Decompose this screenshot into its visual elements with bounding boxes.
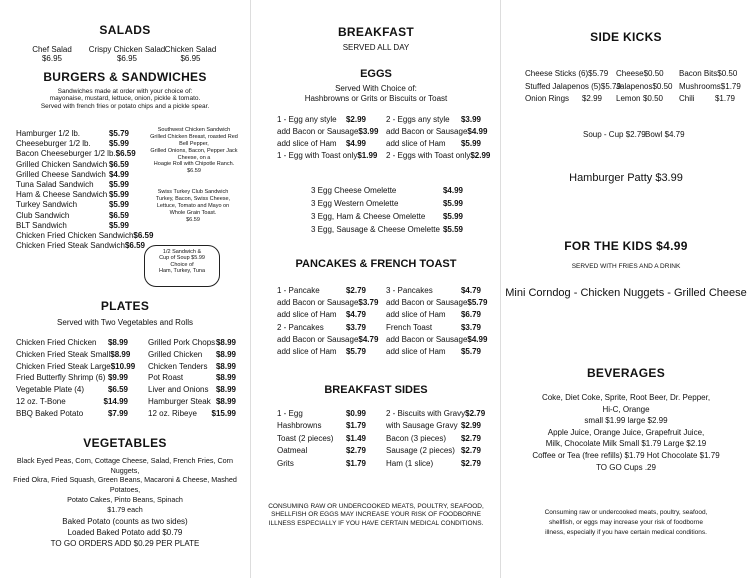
half-sandwich-box: 1/2 Sandwich & Cup of Soup $5.99 Choice of Ham, Turkey, Tuna	[144, 245, 220, 287]
menu-item-row	[277, 409, 366, 421]
item-price: $2.79	[465, 409, 486, 418]
item-price: $5.99	[442, 212, 463, 221]
item-name: Chicken Fried Steak Large	[16, 361, 111, 371]
item-price: $4.99	[442, 186, 463, 195]
menu-item-row	[16, 211, 129, 221]
soup-bowl: Bowl $4.79	[645, 130, 685, 139]
plates-title: PLATES	[100, 299, 150, 313]
menu-item-row	[16, 349, 131, 362]
item-price: $6.59	[133, 230, 154, 240]
item-price: $4.99	[108, 169, 129, 179]
menu-item-row	[16, 180, 129, 190]
item-price: $2.79	[460, 458, 481, 468]
menu-item-row	[148, 373, 236, 385]
menu-item-row	[16, 409, 128, 421]
item-price: $5.99	[108, 220, 129, 230]
item-name: Grilled Chicken	[148, 349, 203, 359]
sidekicks-col-2	[616, 69, 673, 107]
item-price: $0.50	[642, 94, 663, 103]
menu-item-row	[16, 200, 129, 210]
item-price: $2.79	[460, 433, 481, 443]
item-name: Oatmeal	[277, 446, 308, 456]
item-price: $5.59	[442, 225, 463, 234]
menu-item-row	[16, 361, 136, 374]
menu-item-row	[679, 81, 741, 95]
item-price: $5.79	[588, 69, 609, 78]
item-price: $1.79	[720, 81, 741, 91]
sidekicks-title: SIDE KICKS	[590, 30, 662, 44]
item-price: $5.79	[600, 81, 621, 91]
menu-item-row	[386, 409, 486, 421]
item-name: Grits	[277, 458, 294, 468]
menu-item-row	[679, 94, 735, 107]
eggs-title: EGGS	[360, 68, 392, 80]
menu-item-row	[616, 81, 673, 95]
item-price: $4.79	[345, 310, 366, 320]
item-name: Chicken Tenders	[148, 361, 208, 371]
item-price: $2.99	[581, 94, 602, 103]
item-name: Ham & Cheese Sandwich	[16, 190, 108, 200]
item-name: Club Sandwich	[16, 210, 70, 220]
burgers-description: Sandwiches made at order with your choice of: mayonaise, mustard, lettuce, onion, pickle & tomato. Served with french fries or potato chips and a pickle spear.	[40, 88, 210, 110]
salads-title: SALADS	[99, 23, 151, 37]
menu-item-row	[525, 81, 621, 95]
item-name: add slice of Ham	[277, 346, 337, 356]
item-price: $1.49	[345, 433, 366, 443]
item-name: with Sausage Gravy	[386, 421, 458, 431]
breakfast-sides-title: BREAKFAST SIDES	[324, 384, 428, 396]
item-price: $6.59	[108, 159, 129, 169]
item-name: Bacon Bits	[679, 69, 718, 78]
item-name: add slice of Ham	[386, 310, 446, 320]
eggs-description: Served With Choice of: Hashbrowns or Grits or Biscuits or Toast	[304, 84, 448, 104]
item-name: add slice of Ham	[386, 346, 446, 356]
item-price: $5.99	[108, 139, 129, 149]
item-name: Lemon	[616, 94, 641, 103]
menu-item-row	[16, 149, 136, 159]
item-name: Bacon Cheeseburger 1/2 lb.	[16, 149, 116, 159]
item-name: Sausage (2 pieces)	[386, 446, 455, 456]
menu-item-row	[277, 127, 379, 139]
menu-item-row	[311, 199, 463, 212]
item-name: add Bacon or Sausage	[277, 298, 359, 308]
item-name: Onion Rings	[525, 94, 570, 103]
item-price: $8.99	[215, 385, 236, 395]
kids-title: FOR THE KIDS $4.99	[564, 239, 688, 253]
item-price: $5.79	[460, 346, 481, 356]
omelette-list	[311, 186, 463, 238]
item-price: $4.79	[358, 334, 379, 344]
menu-item-row	[277, 347, 366, 359]
burger-list	[16, 129, 154, 251]
item-price: $1.79	[345, 458, 366, 468]
food-warning-small: Consuming raw or undercooked meats, poultry, seafood, shellfish, or eggs may increase your risk of foodborne illness, especially if you have certain medical conditions.	[544, 509, 708, 536]
item-name: Cheeseburger 1/2 lb.	[16, 139, 91, 149]
menu-item-row	[148, 409, 236, 421]
item-price: $5.99	[108, 200, 129, 210]
menu-item: Crispy Chicken Salad $6.95	[88, 45, 166, 64]
menu-item-row	[616, 94, 663, 107]
menu-item-row	[386, 151, 491, 163]
item-name: add slice of Ham	[277, 310, 337, 320]
menu-item-row	[616, 69, 663, 82]
item-price: $8.99	[215, 373, 236, 383]
menu-item-row	[386, 459, 481, 471]
item-name: 2 - Biscuits with Gravy	[386, 409, 466, 418]
item-price: $5.79	[467, 298, 488, 308]
menu-item-row	[16, 170, 129, 180]
item-price: $6.59	[108, 210, 129, 220]
beverages-title: BEVERAGES	[586, 366, 666, 380]
menu-item-row	[386, 334, 488, 347]
item-name: Hashbrowns	[277, 421, 322, 431]
plates-subtitle: Served with Two Vegetables and Rolls	[57, 318, 193, 327]
menu-item-row	[277, 334, 379, 347]
food-warning: CONSUMING RAW OR UNDERCOOKED MEATS, POULTRY, SEAFOOD, SHELLFISH OR EGGS MAY INCREASE YOUR RISK OF FOODBORNE ILLNESS ESPECIALLY IF YOU HAVE CERTAIN MEDICAL CONDITIONS.	[268, 503, 484, 527]
item-name: Chicken Fried Chicken Sandwich	[16, 230, 134, 240]
item-price: $5.99	[108, 190, 129, 200]
item-name: 3 Egg, Ham & Cheese Omelette	[311, 212, 426, 221]
sidekicks-col-1	[525, 69, 621, 107]
item-name: Hamburger 1/2 lb.	[16, 129, 81, 138]
item-price: $2.99	[460, 421, 481, 431]
item-price: $4.79	[460, 286, 481, 295]
item-price: $3.79	[345, 322, 366, 332]
item-price: $8.99	[215, 361, 236, 371]
item-name: 2 - Eggs any style	[386, 115, 450, 124]
item-name: Cheese Sticks (6)	[525, 69, 589, 78]
item-price: $3.99	[358, 127, 379, 136]
menu-item-row	[16, 129, 129, 139]
item-name: Liver and Onions	[148, 385, 209, 395]
pancakes-left-list	[277, 286, 379, 359]
item-name: Chicken Fried Chicken	[16, 338, 97, 347]
item-name: Jalapenos	[616, 81, 653, 91]
item-price: $4.99	[345, 139, 366, 148]
menu-item-row	[277, 446, 366, 458]
item-price: $8.99	[110, 349, 131, 359]
menu-item-row	[386, 323, 481, 335]
menu-item-row	[277, 286, 366, 298]
item-name: Grilled Chicken Sandwich	[16, 159, 108, 169]
item-name: 3 Egg Western Omelette	[311, 199, 399, 208]
item-name: add Bacon or Sausage	[277, 334, 359, 344]
menu-item-row	[525, 94, 602, 107]
item-name: 2 - Pancakes	[277, 322, 324, 332]
item-price: $3.79	[358, 298, 379, 308]
vegetables-title: VEGETABLES	[83, 436, 167, 450]
menu-item-row	[277, 434, 366, 446]
kids-subtitle: SERVED WITH FRIES AND A DRINK	[571, 263, 681, 270]
burgers-title: BURGERS & SANDWICHES	[43, 70, 207, 84]
center-panel	[250, 0, 500, 578]
menu-item: Chef Salad $6.95	[32, 45, 72, 64]
item-price: $8.99	[215, 396, 236, 406]
item-name: Tuna Salad Sandwich	[16, 179, 94, 189]
menu-item-row	[386, 446, 481, 458]
hamburger-patty: Hamburger Patty $3.99	[569, 172, 683, 184]
item-price: $3.79	[460, 322, 481, 332]
item-price: $6.59	[107, 385, 128, 395]
item-price: $2.79	[460, 446, 481, 456]
menu-item-row	[277, 115, 366, 127]
menu-item-row	[386, 127, 488, 139]
item-price: $4.99	[467, 127, 488, 136]
menu-item-row	[311, 225, 463, 238]
breakfast-sides-left-list	[277, 409, 366, 471]
item-name: BLT Sandwich	[16, 220, 67, 230]
menu-item-row	[16, 385, 128, 397]
item-price: $1.99	[357, 151, 378, 160]
item-price: $2.79	[345, 286, 366, 295]
item-price: $15.99	[211, 408, 236, 418]
item-name: Hamburger Steak	[148, 396, 211, 406]
menu-item: Chicken Salad $6.95	[164, 45, 217, 64]
breakfast-sides-right-list	[386, 409, 486, 471]
item-price: $0.50	[643, 69, 664, 78]
menu-item-row	[277, 298, 379, 310]
item-price: $10.99	[110, 361, 136, 371]
sidekicks-col-3	[679, 69, 741, 107]
item-name: Turkey Sandwich	[16, 200, 78, 210]
menu-item-row	[277, 421, 366, 433]
southwest-special: Southwest Chicken Sandwich Grilled Chicken Breast, roasted Red Bell Pepper, Grilled Onions, Bacon, Pepper Jack Cheese, on a Hoagie Roll with Chipotle Ranch. $6.59	[150, 127, 238, 175]
item-price: $0.99	[345, 409, 366, 418]
item-name: Mushrooms	[679, 81, 721, 91]
item-name: add Bacon or Sausage	[386, 334, 468, 344]
item-price: $5.79	[108, 129, 129, 138]
item-name: add slice of Ham	[277, 139, 337, 148]
item-name: Chicken Fried Steak Sandwich	[16, 241, 125, 251]
item-name: Fried Butterfly Shrimp (6)	[16, 373, 106, 383]
item-price: $3.99	[460, 115, 481, 124]
menu-item-row	[277, 139, 366, 151]
kids-items: Mini Corndog - Chicken Nuggets - Grilled Cheese	[505, 287, 747, 299]
item-name: add Bacon or Sausage	[386, 127, 468, 136]
menu-item-row	[16, 190, 129, 200]
item-name: Pot Roast	[148, 373, 184, 383]
eggs-right-list	[386, 115, 491, 163]
item-price: $2.79	[345, 446, 366, 456]
menu-item-row	[148, 350, 236, 362]
item-name: Grilled Pork Chops	[148, 338, 216, 347]
vegetables-footer: Baked Potato (counts as two sides) Loaded Baked Potato add $0.79 TO GO ORDERS ADD $0.29 PER PLATE	[50, 517, 200, 549]
item-name: 3 - Pancakes	[386, 286, 433, 295]
item-price: $6.59	[115, 149, 136, 159]
item-name: French Toast	[386, 322, 433, 332]
plates-right-list	[148, 338, 236, 421]
menu-item-row	[16, 160, 129, 170]
item-price: $2.99	[470, 151, 491, 160]
item-name: 1 - Pancake	[277, 286, 320, 295]
menu-item-row	[386, 347, 481, 359]
menu-item-row	[311, 186, 463, 199]
item-name: 2 - Eggs with Toast only	[386, 151, 471, 160]
item-name: 1 - Egg with Toast only	[277, 151, 358, 160]
item-name: 1 - Egg any style	[277, 115, 337, 124]
vegetables-list: Black Eyed Peas, Corn, Cottage Cheese, Salad, French Fries, Corn Nuggets, Fried Okra, Fried Squash, Green Beans, Macaroni & Cheese, Mashed Potatoes, Potato Cakes, Pinto Beans, Spinach $1.79 each	[13, 456, 237, 514]
item-name: add Bacon or Sausage	[386, 298, 468, 308]
menu-item-row	[148, 385, 236, 397]
item-name: 12 oz. Ribeye	[148, 408, 197, 418]
menu-item-row	[16, 338, 128, 350]
item-price: $5.99	[442, 199, 463, 208]
item-name: add slice of Ham	[386, 139, 446, 148]
left-panel	[0, 0, 250, 578]
menu-item-row	[386, 421, 481, 433]
menu-item-row	[386, 139, 481, 151]
menu-item-row	[386, 298, 488, 310]
menu-item-row	[277, 323, 366, 335]
item-name: Ham (1 slice)	[386, 458, 434, 468]
item-price: $8.99	[215, 349, 236, 359]
item-price: $7.99	[107, 408, 128, 418]
menu-item-row	[311, 212, 463, 225]
menu-item-row	[679, 69, 738, 82]
item-name: 3 Egg Cheese Omelette	[311, 186, 397, 195]
item-name: Toast (2 pieces)	[277, 433, 334, 443]
item-name: Bacon (3 pieces)	[386, 433, 447, 443]
right-panel	[500, 0, 750, 578]
item-price: $2.99	[345, 115, 366, 124]
item-name: Stuffed Jalapenos (5)	[525, 81, 601, 91]
item-name: Grilled Cheese Sandwich	[16, 169, 106, 179]
menu-item-row	[277, 310, 366, 322]
menu-item-row	[525, 69, 609, 82]
menu-item-row	[16, 373, 128, 385]
menu-item-row	[16, 397, 128, 409]
menu-item-row	[16, 241, 145, 251]
pancakes-right-list	[386, 286, 488, 359]
item-price: $6.79	[460, 310, 481, 320]
item-price: $0.50	[717, 69, 738, 78]
item-price: $5.79	[345, 346, 366, 356]
item-price: $5.99	[108, 179, 129, 189]
item-price: $1.79	[345, 421, 366, 431]
item-name: 1 - Egg	[277, 409, 303, 418]
swiss-turkey-special: Swiss Turkey Club Sandwich Turkey, Bacon, Swiss Cheese, Lettuce, Tomato and Mayo on Whole Grain Toast. $6.59	[155, 189, 231, 223]
menu-item-row	[16, 230, 154, 241]
menu-item-row	[386, 115, 481, 127]
item-name: Chili	[679, 94, 695, 103]
menu-item-row	[148, 362, 236, 374]
menu-item-row	[386, 310, 481, 322]
item-name: 12 oz. T-Bone	[16, 396, 66, 406]
item-price: $8.99	[107, 338, 128, 347]
plates-left-list	[16, 338, 136, 421]
breakfast-subtitle: SERVED ALL DAY	[342, 43, 410, 52]
item-price: $14.99	[103, 396, 128, 406]
pancakes-title: PANCAKES & FRENCH TOAST	[295, 258, 457, 270]
soup-cup: Soup - Cup $2.79	[583, 130, 646, 139]
eggs-left-list	[277, 115, 379, 163]
menu-item-row	[386, 286, 481, 298]
item-price: $8.99	[215, 338, 236, 347]
item-name: Cheese	[616, 69, 644, 78]
menu-item-row	[16, 139, 129, 149]
menu-item-row	[277, 151, 378, 163]
menu-item-row	[386, 434, 481, 446]
item-name: add Bacon or Sausage	[277, 127, 359, 136]
item-price: $0.50	[652, 81, 673, 91]
menu-item-row	[277, 459, 366, 471]
item-name: Vegetable Plate (4)	[16, 385, 85, 395]
item-price: $1.79	[714, 94, 735, 103]
beverages-list: Coke, Diet Coke, Sprite, Root Beer, Dr. Pepper, Hi-C, Orange small $1.99 large $2.99 Apple Juice, Orange Juice, Grapefruit Juice, Milk, Chocolate Milk Small $1.79 Large $2.19 Coffee or Tea (free refills) $1.79 Hot Chocolate $1.79 TO GO Cups .29	[532, 393, 720, 472]
menu-item-row	[16, 221, 129, 231]
item-price: $9.99	[107, 373, 128, 383]
item-name: 3 Egg, Sausage & Cheese Omelette	[311, 225, 440, 234]
item-price: $5.99	[460, 139, 481, 148]
menu-item-row	[148, 338, 236, 350]
item-price: $4.99	[467, 334, 488, 344]
breakfast-title: BREAKFAST	[337, 25, 415, 39]
menu-item-row	[148, 397, 236, 409]
item-name: BBQ Baked Potato	[16, 408, 84, 418]
item-price: $6.59	[124, 241, 145, 251]
item-name: Chicken Fried Steak Small	[16, 349, 111, 359]
